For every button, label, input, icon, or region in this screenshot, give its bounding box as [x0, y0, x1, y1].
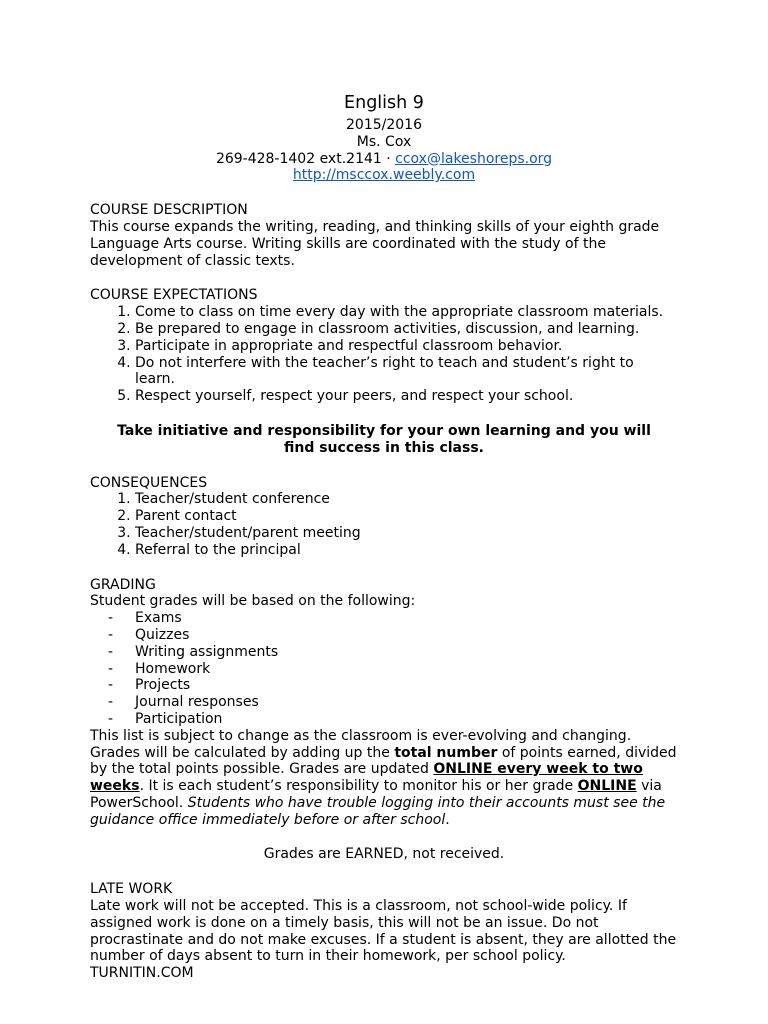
late-work-heading: LATE WORK [90, 881, 173, 898]
list-item [108, 694, 678, 711]
document-header [90, 91, 678, 184]
contact-line [90, 151, 678, 168]
dash-bullet: - [108, 694, 114, 711]
teacher-name: Ms. Cox [356, 133, 412, 150]
list-item-label: Writing assignments [135, 643, 279, 660]
consequences-list [90, 491, 678, 558]
list-item-label: Projects [135, 677, 191, 694]
list-item-label: Journal responses [135, 694, 259, 711]
list-item-label: Participation [135, 710, 223, 727]
expectations-list [90, 304, 678, 405]
grading-policy-paragraph [90, 728, 678, 829]
grades-earned-line: Grades are EARNED, not received. [263, 846, 505, 863]
dash-bullet: - [108, 626, 114, 643]
grading-text-2: of points earned, divided by the total points possible. Grades are updated [90, 744, 677, 778]
separator-dot: · [386, 150, 391, 167]
website-link[interactable]: http://msccox.weebly.com [292, 167, 476, 184]
school-year: 2015/2016 [346, 117, 422, 133]
course-title: English 9 [344, 93, 424, 113]
list-item [108, 677, 678, 694]
list-item-label: Exams [135, 610, 182, 627]
list-item: 4. Referral to the principal [135, 542, 678, 559]
turnitin-heading: TURNITIN.COM [90, 965, 194, 982]
course-description-heading: COURSE DESCRIPTION [90, 202, 248, 219]
grading-list [90, 610, 678, 728]
list-item: 5. Respect yourself, respect your peers, and respect your school. [135, 388, 678, 405]
motto-statement: Take initiative and responsibility for your own learning and you will find success in this class. [117, 422, 651, 456]
list-item-label: Homework [135, 660, 211, 677]
grading-bold-total: total number [394, 744, 498, 761]
phone-number: 269-428-1402 ext.2141 [215, 150, 382, 167]
list-item: 3. Teacher/student/parent meeting [135, 525, 678, 542]
list-item [108, 661, 678, 678]
list-item: 2. Parent contact [135, 508, 678, 525]
list-item [108, 610, 678, 627]
list-item-label: Quizzes [135, 626, 190, 643]
dash-bullet: - [108, 610, 114, 627]
dash-bullet: - [108, 710, 114, 727]
grading-text-3: . It is each student’s responsibility to monitor his or her grade [139, 778, 578, 795]
list-item: 1. Come to class on time every day with the appropriate classroom materials. [135, 304, 678, 321]
grading-text-4: via PowerSchool. [90, 778, 662, 811]
grading-bold-online-schedule: ONLINE every week to two weeks [90, 761, 643, 795]
dash-bullet: - [108, 677, 114, 694]
list-item [108, 711, 678, 728]
grading-text-1: This list is subject to change as the classroom is ever-evolving and changing. Grades will be calculated by adding up the [90, 727, 632, 761]
list-item: 4. Do not interfere with the teacher’s right to teach and student’s right to learn. [135, 355, 678, 389]
late-work-text: Late work will not be accepted. This is a classroom, not school-wide policy. If assigned work is done on a timely basis, this will not be an issue. Do not procrastinate and do not make excuses. If a student is absent, they are allotted the number of days absent to turn in their homework, per school policy. [90, 898, 677, 965]
grading-text-end: . [445, 811, 450, 828]
consequences-heading: CONSEQUENCES [90, 474, 208, 491]
dash-bullet: - [108, 660, 114, 677]
grading-heading: GRADING [90, 576, 156, 593]
grading-bold-online: ONLINE [577, 778, 637, 795]
list-item [108, 627, 678, 644]
list-item: 1. Teacher/student conference [135, 491, 678, 508]
list-item: 2. Be prepared to engage in classroom activities, discussion, and learning. [135, 321, 678, 338]
course-expectations-heading: COURSE EXPECTATIONS [90, 287, 258, 304]
grading-intro: Student grades will be based on the following: [90, 593, 416, 610]
list-item: 3. Participate in appropriate and respectful classroom behavior. [135, 338, 678, 355]
grading-italic-note: Students who have trouble logging into their accounts must see the guidance office immediately before or after school [90, 794, 666, 828]
list-item [108, 644, 678, 661]
course-description-text: This course expands the writing, reading, and thinking skills of your eighth grade Language Arts course. Writing skills are coordinated with the study of the development of classic texts. [90, 218, 660, 269]
email-link[interactable]: ccox@lakeshoreps.org [395, 150, 553, 167]
dash-bullet: - [108, 643, 114, 660]
